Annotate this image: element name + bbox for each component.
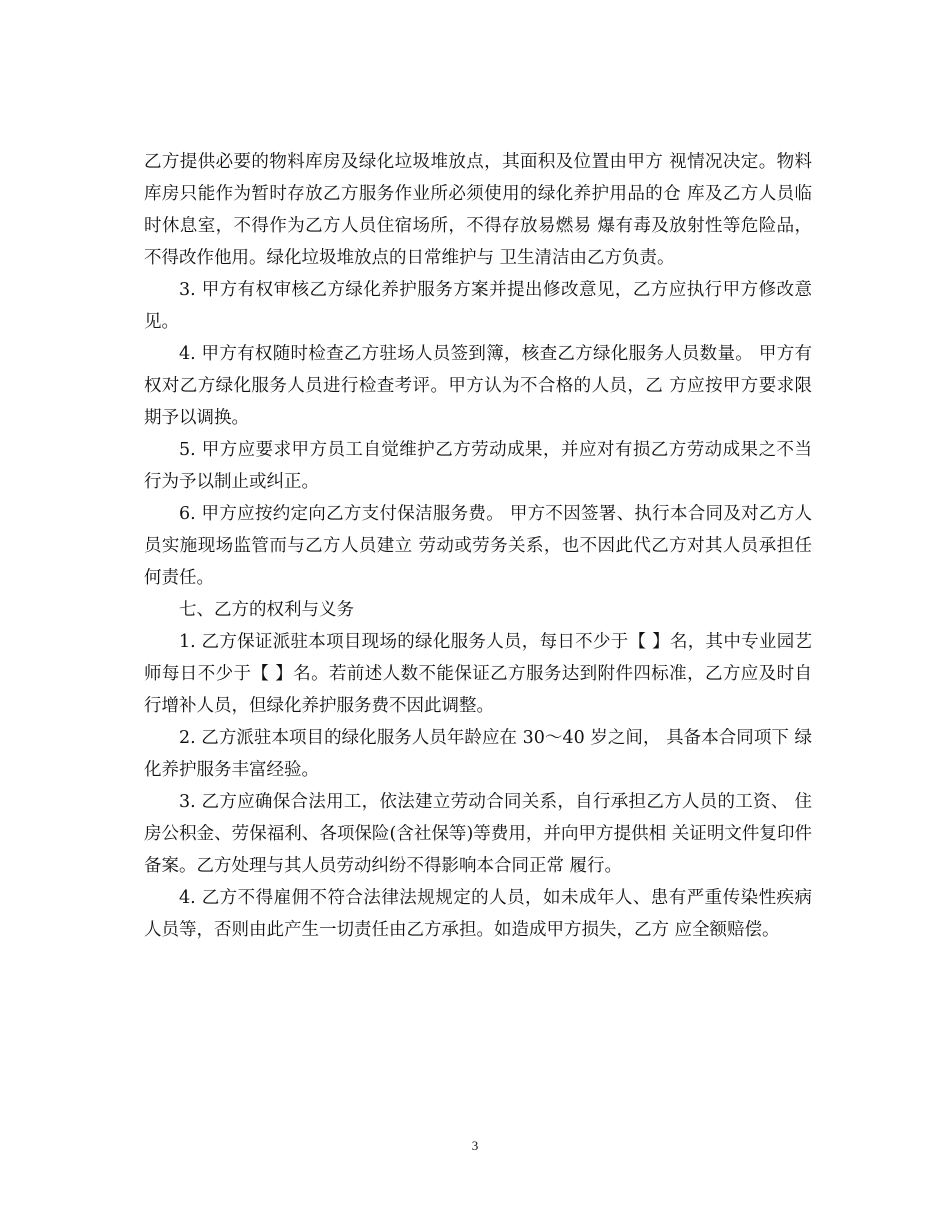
page-number: 3 [471,1138,479,1153]
document-body [144,146,812,946]
paragraph-10: 4. 乙方不得雇佣不符合法律法规规定的人员，如未成年人、患有严重传染性疾病人员等，否则由此产生一切责任由乙方承担。如造成甲方损失，乙方 应全额赔偿。 [144,888,812,940]
paragraph-2: 3. 甲方有权审核乙方绿化养护服务方案并提出修改意见，乙方应执行甲方修改意见。 [144,280,812,332]
paragraph-3: 4. 甲方有权随时检查乙方驻场人员签到簿，核查乙方绿化服务人员数量。 甲方有权对乙方绿化服务人员进行检查考评。甲方认为不合格的人员，乙 方应按甲方要求限期予以调换。 [144,344,812,428]
paragraph-9: 3. 乙方应确保合法用工，依法建立劳动合同关系，自行承担乙方人员的工资、 住房公积金、劳保福利、各项保险(含社保等)等费用，并向甲方提供相 关证明文件复印件备案。乙方处理与其人员劳动纠纷不得影响本合同正常 履行。 [144,792,812,876]
paragraph-4: 5. 甲方应要求甲方员工自觉维护乙方劳动成果，并应对有损乙方劳动成果之不当行为予以制止或纠正。 [144,440,812,492]
paragraph-5: 6. 甲方应按约定向乙方支付保洁服务费。 甲方不因签署、执行本合同及对乙方人员实施现场监管而与乙方人员建立 劳动或劳务关系，也不因此代乙方对其人员承担任何责任。 [144,504,812,588]
section-heading: 七、乙方的权利与义务 [179,600,354,620]
paragraph-1: 乙方提供必要的物料库房及绿化垃圾堆放点，其面积及位置由甲方 视情况决定。物料库房只能作为暂时存放乙方服务作业所必须使用的绿化养护用品的仓 库及乙方人员临时休息室，不得作为乙方人员住宿场所，不得存放易燃易 爆有毒及放射性等危险品，不得改作他用。绿化垃圾堆放点的日常维护与 卫生清洁由乙方负责。 [144,152,812,268]
paragraph-7: 1. 乙方保证派驻本项目现场的绿化服务人员，每日不少于【 】名，其中专业园艺师每日不少于【 】名。若前述人数不能保证乙方服务达到附件四标准，乙方应及时自行增补人员，但绿化养护服务费不因此调整。 [144,632,812,716]
paragraph-8: 2. 乙方派驻本项目的绿化服务人员年龄应在 30～40 岁之间， 具备本合同项下 绿化养护服务丰富经验。 [144,728,812,780]
